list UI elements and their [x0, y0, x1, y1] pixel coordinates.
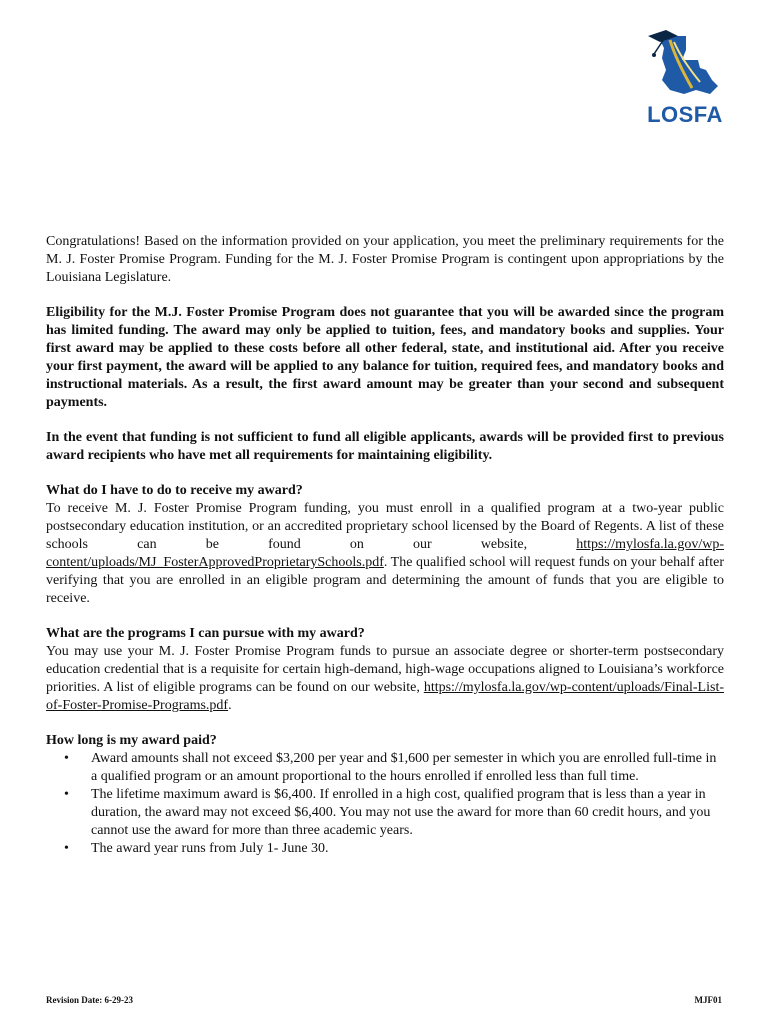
paid-section	[46, 732, 724, 858]
louisiana-graduation-cap-icon	[640, 30, 730, 102]
list-item	[46, 786, 724, 840]
bullet-text: The award year runs from July 1- June 30.	[91, 841, 329, 856]
intro-paragraph: Congratulations! Based on the information provided on your application, you meet the preliminary requirements for the M. J. Foster Promise Program. Funding for the M. J. Foster Promise Program is contingent upon appropriations by the Louisiana Legislature.	[46, 234, 724, 285]
logo-text: LOSFA	[647, 102, 723, 127]
form-code: MJF01	[694, 995, 722, 1005]
bullet-icon: •	[64, 751, 69, 766]
programs-heading: What are the programs I can pursue with my award?	[46, 626, 365, 641]
bullet-text: The lifetime maximum award is $6,400. If enrolled in a high cost, qualified program that is less than a year in duration, the award may not exceed $6,400. You may not use the award for more than 60 credit hours, and you cannot use the award for more than three academic years.	[91, 787, 711, 838]
eligibility-paragraph: Eligibility for the M.J. Foster Promise Program does not guarantee that you will be awarded since the program has limited funding. The award may only be applied to tuition, fees, and mandatory books and supplies. Your first award may be applied to these costs before all other federal, state, and institutional aid. After you receive your first payment, the award will be applied to any balance for tuition, required fees, and mandatory books and instructional materials. As a result, the first award amount may be greater than your second and subsequent payments.	[46, 305, 724, 410]
programs-list-link[interactable]: https://mylosfa.la.gov/wp-content/uploads/Final-List-of-Foster-Promise-Programs.pdf	[46, 680, 724, 713]
programs-section	[46, 625, 724, 715]
receive-heading: What do I have to do to receive my award?	[46, 483, 303, 498]
revision-date: Revision Date: 6-29-23	[46, 995, 133, 1005]
bullet-text: Award amounts shall not exceed $3,200 per year and $1,600 per semester in which you are enrolled full-time in a qualified program or an amount proportional to the hours enrolled if enrolled less than full time.	[91, 751, 717, 784]
bullet-icon: •	[64, 787, 69, 802]
funding-paragraph: In the event that funding is not sufficient to fund all eligible applicants, awards will be provided first to previous award recipients who have met all requirements for maintaining eligibility.	[46, 430, 724, 463]
paid-heading: How long is my award paid?	[46, 733, 217, 748]
list-item	[46, 840, 724, 858]
receive-section	[46, 482, 724, 608]
list-item	[46, 750, 724, 786]
programs-text-before: You may use your M. J. Foster Promise Program funds to pursue an associate degree or shorter-term postsecondary education credential that is a requisite for certain high-demand, high-wage occupations aligned to Louisiana’s workforce priorities. A list of eligible programs can be found on our website,	[46, 644, 724, 695]
paid-list	[46, 750, 724, 858]
letter-body	[46, 233, 724, 858]
receive-paragraph	[46, 500, 724, 608]
programs-paragraph	[46, 643, 724, 715]
programs-text-after: .	[228, 698, 232, 713]
receive-text-after: . The qualified school will request funds on your behalf after verifying that you are enrolled in an eligible program and determining the amount of funds that you are eligible to receive.	[46, 555, 724, 606]
losfa-logo	[640, 30, 730, 125]
bullet-icon: •	[64, 841, 69, 856]
receive-text-before: To receive M. J. Foster Promise Program funding, you must enroll in a qualified program at a two-year public postsecondary education institution, or an accredited proprietary school licensed by the Board of Regents. A list of these schools can be found on our website,	[46, 501, 724, 552]
approved-schools-link[interactable]: https://mylosfa.la.gov/wp-content/uploads/MJ_FosterApprovedProprietarySchools.pdf	[46, 537, 724, 570]
